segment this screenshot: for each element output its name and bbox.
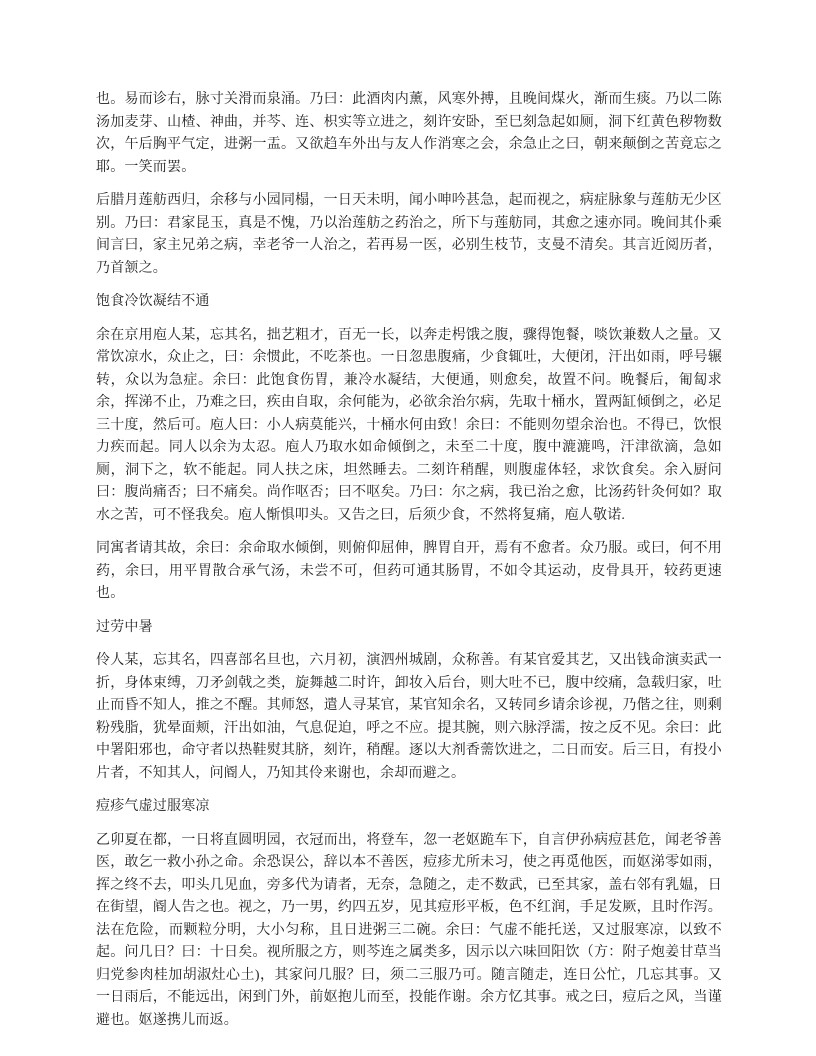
section-heading-guolao: 过劳中暑: [96, 619, 153, 635]
paragraph: 后腊月莲舫西归，余移与小园同榻，一日天未明，闻小呻吟甚急，起而视之，病症脉象与莲舫无少区别。乃曰：君家昆玉，真是不愧，乃以治莲舫之药治之，所下与莲舫同，其愈之速亦同。晚间其仆乘间言曰，家主兄弟之病，幸老爷一人治之，若再易一医，必别生枝节，支曼不清矣。其言近阅历者，乃首颔之。: [96, 193, 722, 276]
paragraph: 伶人某，忘其名，四喜部名旦也，六月初，演泗州城剧，众称善。有某官爱其艺，又出钱命演卖武一折，身体束缚，刀矛剑戟之类，旋舞越二时许，卸妆入后台，则大吐不已，腹中绞痛，急载归家，吐止而昏不知人，推之不醒。其师怒，遣人寻某官，某官知余名，又转同乡请余诊视，乃偕之往，则剩粉残脂，犹晕面颊，汗出如油，气息促迫，呼之不应。提其腕，则六脉浮濡，按之反不见。余曰：此中署阳邪也，命守者以热鞋熨其脐，刻许，稍醒。逐以大剂香薷饮进之，二日而安。后三日，有投小片者，不知其人，问阍人，乃知其伶来谢也，余却而避之。: [96, 653, 722, 781]
section-heading-douzhen: 痘疹气虚过服寒凉: [96, 799, 210, 814]
paragraph-continued: 也。易而诊右，脉寸关滑而泉涌。乃曰：此酒肉内薰，风寒外搏，且晚间煤火，渐而生痰。乃以二陈汤加麦芽、山楂、神曲，并芩、连、枳实等立进之，刻许安卧，至巳刻急起如厕，洞下红黄色秽物数次，午后胸平气定，进粥一盂。又欲趋车外出与友人作消寒之会，余急止之曰，朝来颠倒之苦竟忘之耶。一笑而罢。: [96, 92, 722, 175]
page-text-column: [96, 89, 722, 1043]
paragraph: 同寓者请其故，余曰：余命取水倾倒，则俯仰屈伸，脾胃自开，焉有不愈者。众乃服。或曰，何不用药，余曰，用平胃散合承气汤，未尝不可，但药可通其肠胃，不如令其运动，皮骨具开，较药更速也。: [96, 541, 722, 601]
section-heading-baoshi: 饱食冷饮凝结不通: [96, 294, 210, 309]
paragraph: 余在京用庖人某，忘其名，拙艺粗才，百无一长，以奔走枵饿之腹，骤得饱餐，啖饮兼数人之量。又常饮凉水，众止之，曰：余惯此，不吃茶也。一日忽患腹痛，少食辄吐，大便闭，汗出如雨，呼号辗转，众以为急症。余曰：此饱食伤胃，兼冷水凝结，大便通，则愈矣，故置不问。晚餐后，匍匐求余，挥涕不止，乃难之曰，疾由自取，余何能为，必欲余治尔病，先取十桶水，置两缸倾倒之，必足三十度，然后可。庖人曰：小人病莫能兴，十桶水何由致！余曰：不能则勿望余治也。不得已，饮恨力疾而起。同人以余为太忍。庖人乃取水如命倾倒之，未至二十度，腹中漉漉鸣，汗津欲滴，急如厕，洞下之，软不能起。同人扶之床，坦然睡去。二刻许稍醒，则腹虚体轻，求饮食矣。余入厨问曰：腹尚痛否；曰不痛矣。尚作呕否；曰不呕矣。乃曰：尔之病，我已治之愈，比汤药针灸何如？取水之苦，可不怪我矣。庖人惭惧叩头。又告之曰，后须少食，不然将复痛，庖人敬诺.: [96, 327, 722, 523]
paragraph: 乙卯夏在都，一日将直圆明园，衣冠而出，将登车，忽一老妪跪车下，自言伊孙病痘甚危，闻老爷善医，敢乞一救小孙之命。余恐误公，辞以本不善医，痘疹尤所未习，使之再觅他医，而妪涕零如雨，挥之终不去，叩头几见血，旁多代为请者，无奈，急随之，走不数武，已至其家，盖右邻有乳媪，日在街望，阍人告之也。视之，乃一男，约四五岁，见其痘形平板，色不红润，手足发厥，且时作泻。法在危险，而颗粒分明，大小匀称，且日进粥三二碗。余曰：气虚不能托送，又过服寒凉，以致不起。问几日？曰：十日矣。视所服之方，则芩连之属类多，因示以六味回阳饮（方：附子炮姜甘草当归党参肉桂加胡淑灶心土)，其家问几服？曰，须二三服乃可。随言随走，连日公忙，几忘其事。又一日雨后，不能远出，闲到门外，前妪抱儿而至，投能作谢。余方忆其事。戒之曰，痘后之风，当谨避也。妪遂携儿而返。: [96, 832, 722, 1028]
